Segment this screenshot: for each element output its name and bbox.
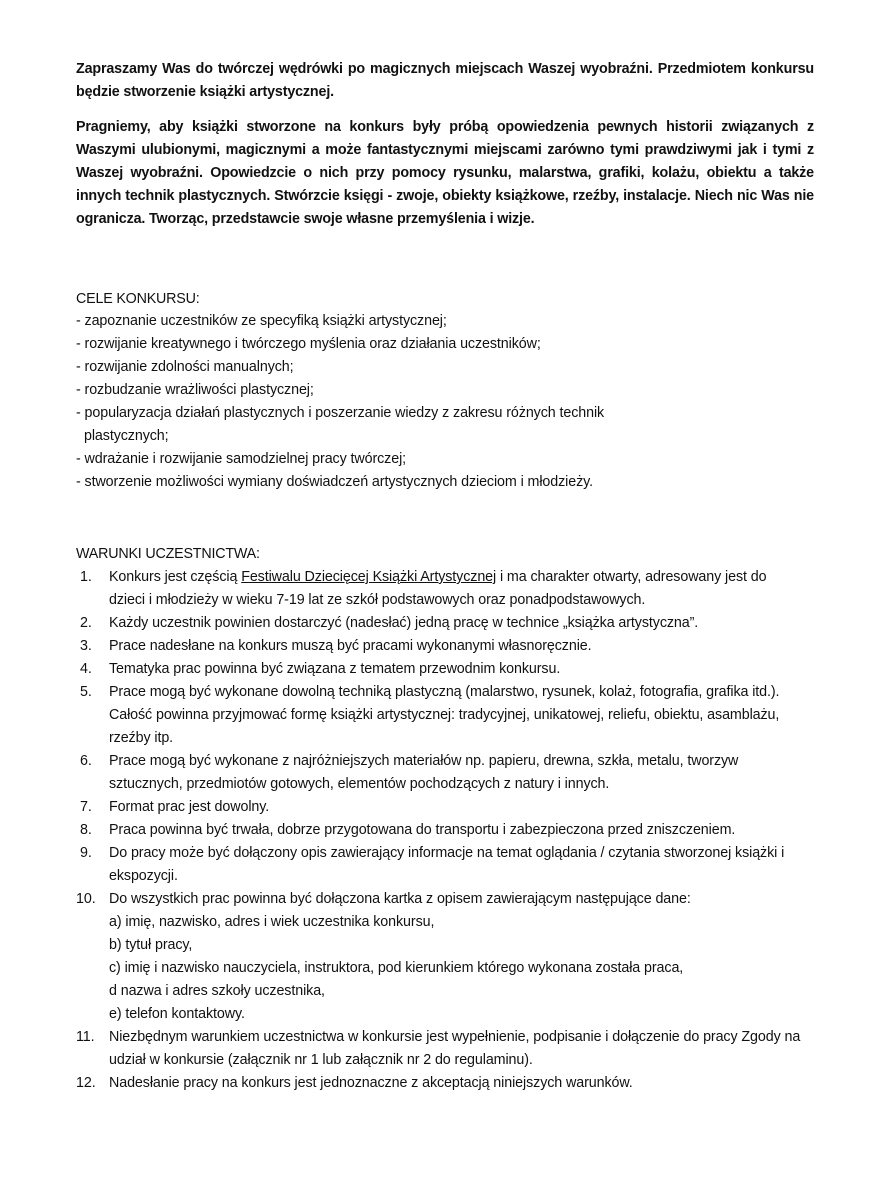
sub-item: d nazwa i adres szkoły uczestnika, xyxy=(109,983,325,999)
item-text: Nadesłanie pracy na konkurs jest jednoznaczne z akceptacją niniejszych warunków. xyxy=(109,1075,633,1091)
item-text: Do wszystkich prac powinna być dołączona kartka z opisem zawierającym następujące dane: xyxy=(109,891,691,907)
item-number: 7. xyxy=(80,799,92,815)
list-item: - zapoznanie uczestników ze specyfiką książki artystycznej; xyxy=(76,313,447,329)
item-number: 8. xyxy=(80,822,92,838)
list-item xyxy=(76,635,806,658)
sub-item: a) imię, nazwisko, adres i wiek uczestnika konkursu, xyxy=(109,914,435,930)
list-item-continuation: plastycznych; xyxy=(84,428,169,444)
sub-item: b) tytuł pracy, xyxy=(109,937,193,953)
item-text: Niezbędnym warunkiem uczestnictwa w konkursie jest wypełnienie, podpisanie i dołączenie do pracy Zgody na udział w konkursie (załącznik nr 1 lub załącznik nr 2 do regulaminu). xyxy=(109,1029,801,1068)
intro-paragraph-2: Pragniemy, aby książki stworzone na konkurs były próbą opowiedzenia pewnych historii związanych z Waszymi ulubionymi, magicznymi a może fantastycznymi miejscami zarówno tymi prawdziwymi jak i tymi z Waszej wyobraźni. Opowiedzcie o nich przy pomocy rysunku, malarstwa, grafiki, kolażu, obiektu a także innych technik plastycznych. Stwórzcie księgi - zwoje, obiekty książkowe, rzeźby, instalacje. Niech nic Was nie ogranicza. Tworząc, przedstawcie swoje własne przemyślenia i wizje. xyxy=(76,119,814,227)
list-item xyxy=(76,681,806,750)
list-item xyxy=(76,842,806,888)
intro-paragraph-1: Zapraszamy Was do twórczej wędrówki po magicznych miejscach Waszej wyobraźni. Przedmiotem konkursu będzie stworzenie książki artystycznej. xyxy=(76,61,814,100)
item-number: 9. xyxy=(80,845,92,861)
conditions-heading: WARUNKI UCZESTNICTWA: xyxy=(76,546,260,562)
item-number: 4. xyxy=(80,661,92,677)
list-item-text: - popularyzacja działań plastycznych i poszerzanie wiedzy z zakresu różnych technik xyxy=(76,405,605,421)
item-text: i ma charakter otwarty, adresowany jest do dzieci i młodzieży w wieku 7-19 lat ze szkół podstawowych oraz ponadpodstawowych. xyxy=(109,569,767,608)
goals-heading: CELE KONKURSU: xyxy=(76,291,200,307)
item-text: Format prac jest dowolny. xyxy=(109,799,270,815)
item-text: Każdy uczestnik powinien dostarczyć (nadesłać) jedną pracę w technice „książka artystyczna”. xyxy=(109,615,699,631)
item-number: 5. xyxy=(80,684,92,700)
list-item: - wdrażanie i rozwijanie samodzielnej pracy twórczej; xyxy=(76,451,407,467)
conditions-list xyxy=(76,566,806,1095)
sub-item: c) imię i nazwisko nauczyciela, instruktora, pod kierunkiem którego wykonana została praca, xyxy=(109,960,684,976)
list-item xyxy=(76,658,806,681)
list-item xyxy=(76,402,776,448)
item-number: 12. xyxy=(76,1075,96,1091)
list-item xyxy=(76,566,806,612)
item-text: Prace mogą być wykonane dowolną techniką plastyczną (malarstwo, rysunek, kolaż, fotografia, grafika itd.). Całość powinna przyjmować formę książki artystycznej: tradycyjnej, unikatowej, reliefu, obiektu, asamblażu, rzeźby itp. xyxy=(109,684,780,746)
item-number: 11. xyxy=(76,1029,95,1045)
item-number: 10. xyxy=(76,891,96,907)
item-text: Prace nadesłane na konkurs muszą być pracami wykonanymi własnoręcznie. xyxy=(109,638,592,654)
list-item xyxy=(76,1026,806,1072)
item-text: Konkurs jest częścią xyxy=(109,569,242,585)
list-item xyxy=(76,750,806,796)
list-item xyxy=(76,796,806,819)
item-text: Praca powinna być trwała, dobrze przygotowana do transportu i zabezpieczona przed zniszczeniem. xyxy=(109,822,736,838)
festival-link[interactable]: Festiwalu Dziecięcej Książki Artystycznej xyxy=(241,569,497,585)
list-item: - rozwijanie kreatywnego i twórczego myślenia oraz działania uczestników; xyxy=(76,336,541,352)
item-number: 1. xyxy=(80,569,92,585)
item-number: 3. xyxy=(80,638,92,654)
list-item: - rozbudzanie wrażliwości plastycznej; xyxy=(76,382,314,398)
list-item xyxy=(76,1072,806,1095)
item-text: Do pracy może być dołączony opis zawierający informacje na temat oglądania / czytania stworzonej książki i ekspozycji. xyxy=(109,845,785,884)
sub-item: e) telefon kontaktowy. xyxy=(109,1006,245,1022)
item-number: 6. xyxy=(80,753,92,769)
list-item: - rozwijanie zdolności manualnych; xyxy=(76,359,294,375)
goals-list xyxy=(76,310,776,494)
list-item: - stworzenie możliwości wymiany doświadczeń artystycznych dzieciom i młodzieży. xyxy=(76,474,594,490)
item-text: Prace mogą być wykonane z najróżniejszych materiałów np. papieru, drewna, szkła, metalu, tworzyw sztucznych, przedmiotów gotowych, elementów pochodzących z natury i innych. xyxy=(109,753,739,792)
item-number: 2. xyxy=(80,615,92,631)
list-item xyxy=(76,612,806,635)
item-text: Tematyka prac powinna być związana z tematem przewodnim konkursu. xyxy=(109,661,561,677)
list-item xyxy=(76,888,806,1026)
list-item xyxy=(76,819,806,842)
